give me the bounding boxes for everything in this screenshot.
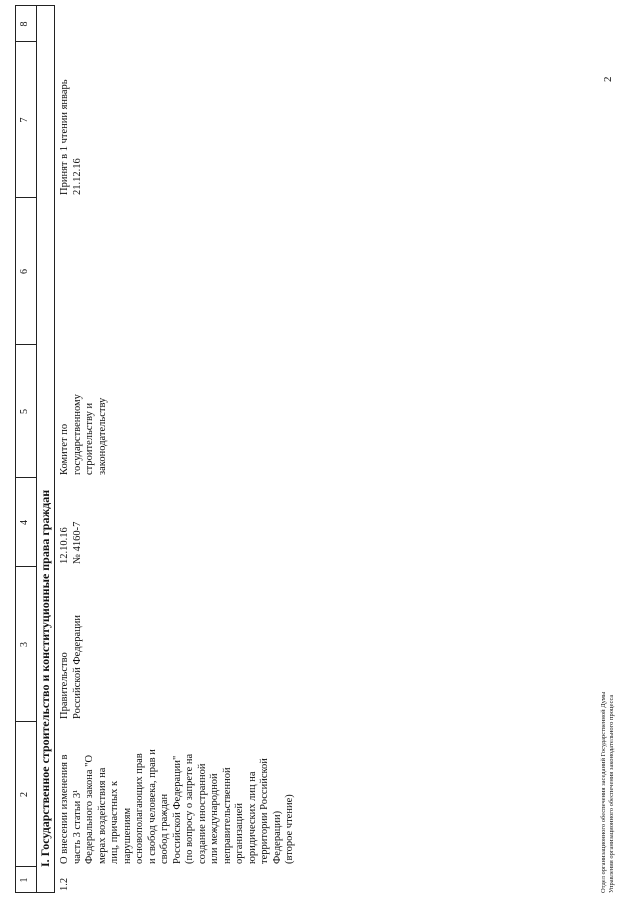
committee-line: государственному [71,394,83,475]
bill-title-line: нарушениям [121,807,133,864]
bill-title-line: или международной [209,773,220,864]
status-line: Принят в 1 чтении январь [59,79,70,195]
committee-line: законодательству [96,397,108,475]
bill-title-line: Федерального закона "О [84,754,95,864]
column-number-7: 7 [19,117,30,123]
bill-title-line: организацией [234,802,245,864]
bill-title-line: Российской Федерации" [171,755,183,864]
row-number: 1.2 [59,877,70,891]
initiator-line: Российской Федерации [71,615,83,719]
committee-line: Комитет по [59,423,70,475]
footer [600,692,616,893]
bill-title-line: и свобод человека, прав и [146,749,158,864]
status-cell [59,15,84,195]
bill-title-line: создание иностранной [196,763,208,864]
initiator-line: Правительство [59,652,70,719]
column-number-2: 2 [19,792,30,797]
column-number-3: 3 [19,642,30,647]
bill-title-cell [59,722,297,864]
column-number-1: 1 [19,877,30,883]
bill-title-line: юридических лиц на [246,771,258,864]
bill-title-line: основополагающих прав [134,753,145,864]
bill-title-line: (по вопросу о запрете на [184,753,195,864]
bill-title-line: часть 3 статьи 3¹ [71,789,83,864]
column-number-4: 4 [19,520,30,525]
column-number-8: 8 [19,21,30,27]
bill-title-line: территории Российской [259,758,270,864]
bill-title-line: (второе чтение) [284,794,295,864]
section-title: I. Государственное строительство и конституционные права граждан [38,489,52,867]
initiator-cell [59,569,84,719]
bill-title-line: свобод граждан [159,793,170,864]
bill-title-line: Федерации) [271,810,283,864]
header-row-border [36,6,37,893]
footer-line: Отдел организационного обеспечения заседаний Государственной Думы [600,691,607,893]
registration-date: 12.10.16 [59,527,70,564]
table-top-border [15,6,16,893]
bill-title-line: лиц, причастных к [109,780,120,864]
bill-title-line: О внесении изменения в [59,754,70,864]
registration-cell [59,479,84,564]
column-number-6: 6 [19,269,30,274]
footer-line: Управления организационного обеспечения законодательного процесса [608,694,615,893]
registration-number: № 4160-7 [71,521,83,564]
bill-title-line: неправительственной [221,767,233,864]
committee-cell [59,347,109,475]
status-date: 21.12.16 [71,158,83,195]
page-number: 2 [602,76,614,82]
section-row-border [54,6,55,893]
column-number-5: 5 [19,409,30,414]
bill-title-line: мерах воздействия на [96,767,108,864]
committee-line: строительству и [84,402,95,475]
